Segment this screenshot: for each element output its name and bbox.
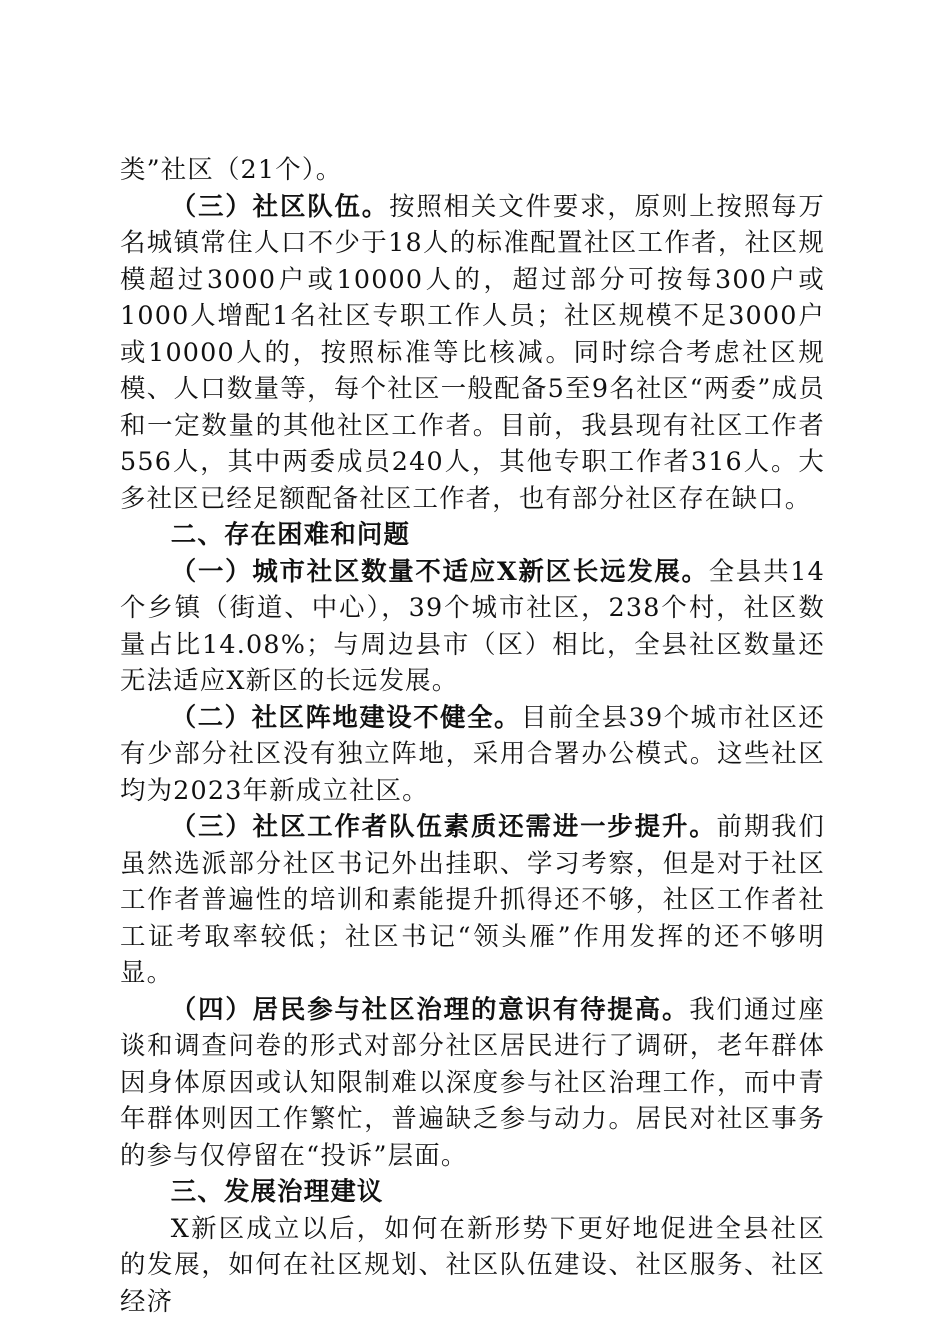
paragraph-text: X新区成立以后，如何在新形势下更好地促进全县社区的发展，如何在社区规划、社区队伍建设、社区服务、社区经济 <box>120 1212 825 1316</box>
paragraph-community-facilities <box>120 699 825 809</box>
paragraph-community-team <box>120 188 825 517</box>
paragraph-text: 全县共14个乡镇（街道、中心），39个城市社区，238个村，社区数量占比14.08%；与周边县市（区）相比，全县社区数量还无法适应X新区的长远发展。 <box>120 555 826 695</box>
section-heading-difficulties: 二、存在困难和问题 <box>170 519 411 549</box>
paragraph-lead: （二）社区阵地建设不健全。 <box>170 701 521 732</box>
paragraph-resident-participation <box>120 991 825 1174</box>
paragraph-text: 前期我们虽然选派部分社区书记外出挂职、学习考察，但是对于社区工作者普遍性的培训和素能提升抓得还不够，社区工作者社工证考取率较低；社区书记“领头雁”作用发挥的还不够明显。 <box>120 811 825 987</box>
paragraph-community-count <box>120 553 825 699</box>
paragraph-text: 我们通过座谈和调查问卷的形式对部分社区居民进行了调研，老年群体因身体原因或认知限制难以深度参与社区治理工作，而中青年群体则因工作繁忙，普遍缺乏参与动力。居民对社区事务的参与仅停留在“投诉”层面。 <box>120 993 825 1170</box>
paragraph-continued <box>120 151 825 188</box>
paragraph-new-district <box>120 1210 825 1320</box>
document-body <box>120 151 825 1319</box>
paragraph-text: 类”社区（21个）。 <box>120 154 343 184</box>
paragraph-worker-quality <box>120 808 825 991</box>
paragraph-text: 按照相关文件要求，原则上按照每万名城镇常住人口不少于18人的标准配置社区工作者，社区规模超过3000户或10000人的，超过部分可按每300户或1000人增配1名社区专职工作人员；社区规模不足3000户或10000人的，按照标准等比核减。同时综合考虑社区规模、人口数量等，每个社区一般配备5至9名社区“两委”成员和一定数量的其他社区工作者。目前，我县现有社区工作者556人，其中两委成员240人，其他专职工作者316人。大多社区已经足额配备社区工作者，也有部分社区存在缺口。 <box>120 190 825 513</box>
paragraph-lead: （三）社区工作者队伍素质还需进一步提升。 <box>170 811 717 841</box>
paragraph-lead: （四）居民参与社区治理的意识有待提高。 <box>170 993 690 1024</box>
section-heading-suggestions: 三、发展治理建议 <box>170 1176 384 1206</box>
paragraph-lead: （一）城市社区数量不适应X新区长远发展。 <box>170 555 709 586</box>
paragraph-text: 目前全县39个城市社区还有少部分社区没有独立阵地，采用合署办公模式。这些社区均为2023年新成立社区。 <box>120 701 825 805</box>
paragraph-lead: （三）社区队伍。 <box>170 190 390 221</box>
